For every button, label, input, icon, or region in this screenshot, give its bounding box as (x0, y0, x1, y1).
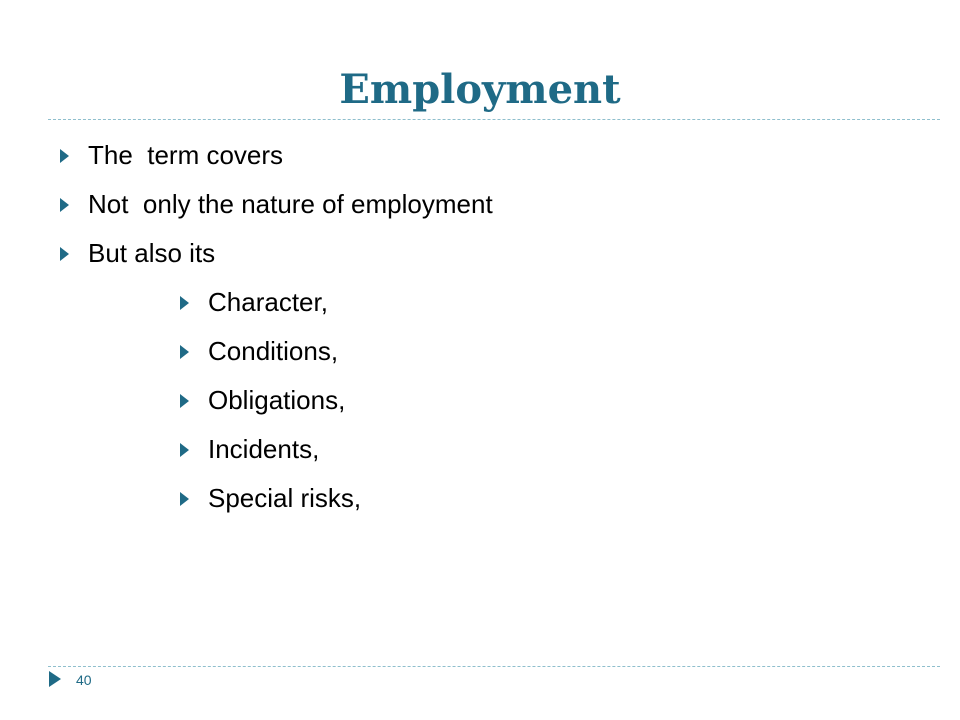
sub-bullet-item (0, 376, 960, 425)
bullet-item (0, 229, 960, 278)
sub-bullet-item (0, 327, 960, 376)
sub-bullet-item (0, 278, 960, 327)
bullet-text: But also its (88, 238, 216, 268)
bullet-text: Not only the nature of employment (88, 189, 493, 219)
triangle-right-icon (60, 149, 69, 163)
title-divider (48, 119, 940, 120)
sub-bullet-text: Conditions, (208, 336, 339, 366)
footer-divider (48, 666, 940, 667)
page-number: 40 (76, 672, 92, 688)
sub-bullet-text: Obligations, (208, 385, 346, 415)
sub-bullet-item (0, 474, 960, 523)
bullet-item (0, 180, 960, 229)
triangle-right-icon (60, 247, 69, 261)
triangle-right-icon (180, 394, 189, 408)
footer-triangle-icon (49, 671, 61, 687)
triangle-right-icon (180, 492, 189, 506)
slide-title: Employment (339, 66, 621, 113)
sub-bullet-item (0, 425, 960, 474)
triangle-right-icon (60, 198, 69, 212)
triangle-right-icon (180, 296, 189, 310)
triangle-right-icon (180, 443, 189, 457)
bullet-item (0, 131, 960, 180)
triangle-right-icon (180, 345, 189, 359)
sub-bullet-text: Special risks, (208, 483, 362, 513)
bullet-text: The term covers (88, 140, 284, 170)
sub-bullet-text: Incidents, (208, 434, 320, 464)
bullet-list (0, 131, 960, 523)
sub-bullet-text: Character, (208, 287, 328, 317)
